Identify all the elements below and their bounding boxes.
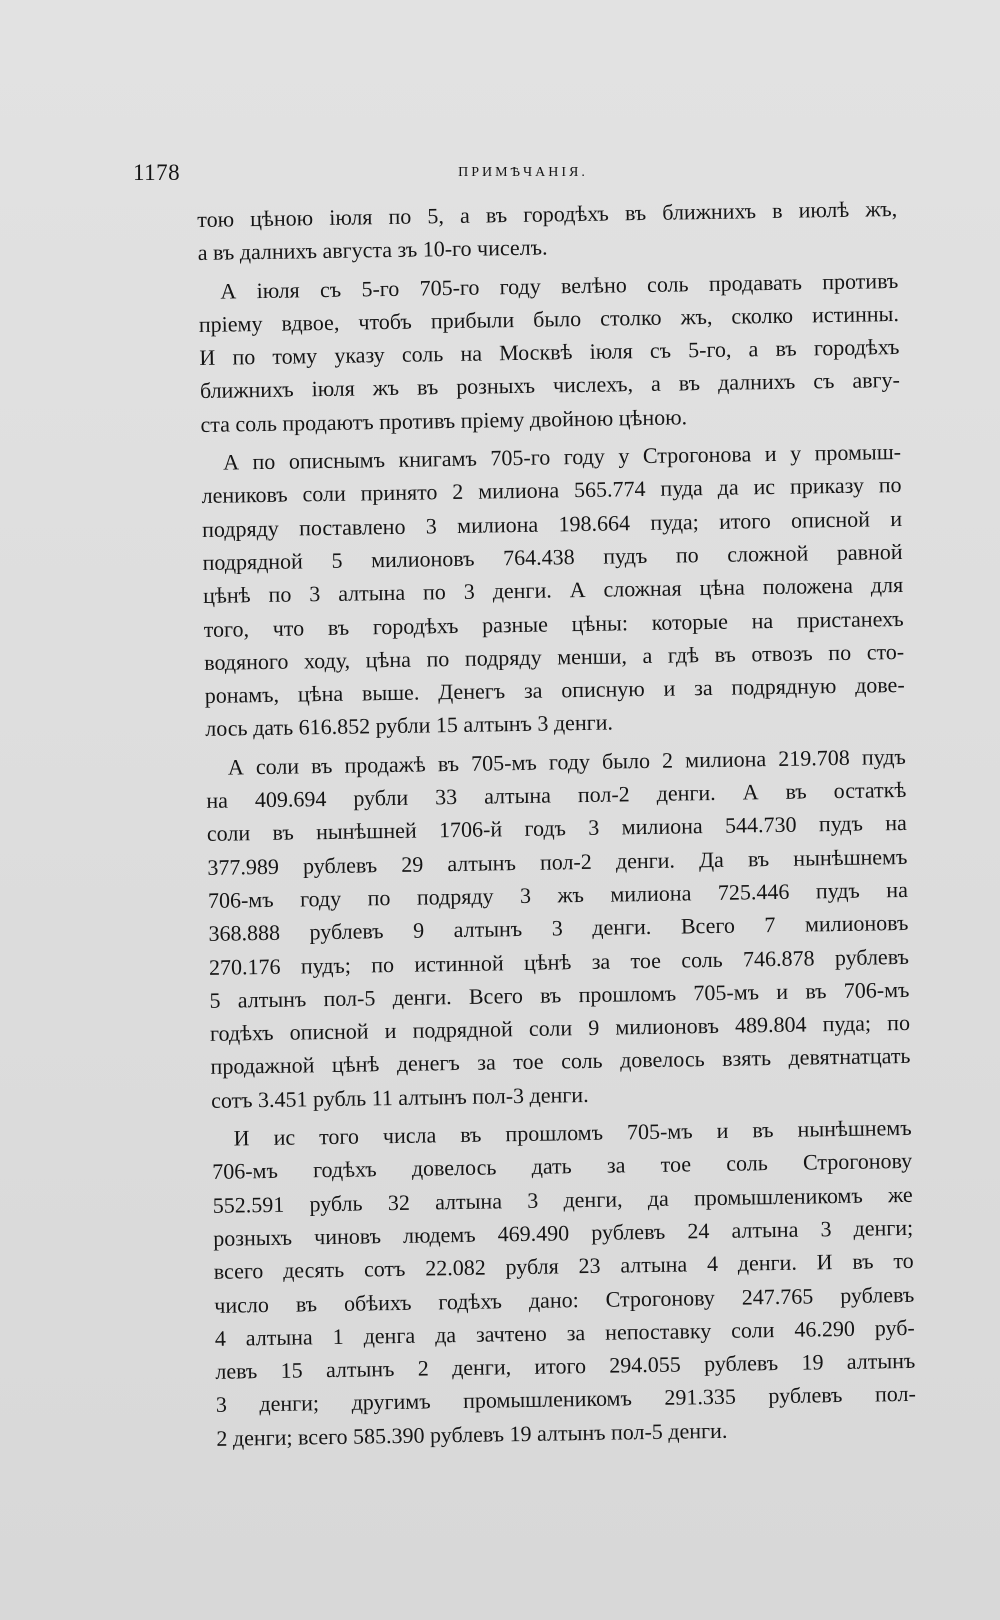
text-line: А соли въ продажѣ въ 705-мъ году было 2 милиона 219.708 пудъ — [227, 743, 906, 780]
text-line: того, что въ городѣхъ разные цѣны: которые на пристанехъ — [203, 605, 904, 642]
text-line: лось дать 616.852 рубли 15 алтынъ 3 денги. — [205, 709, 614, 742]
text-line: пріему вдвое, чтобъ прибыли было столко жъ, сколко истинны. — [198, 300, 900, 337]
text-line: сотъ 3.451 рубль 11 алтынъ пол-3 денги. — [210, 1081, 589, 1113]
text-line: тою цѣною іюля по 5, а въ городѣхъ въ ближнихъ в июлѣ жъ, — [197, 196, 898, 232]
text-line: И ис того числа въ прошломъ 705-мъ и въ нынѣшнемъ — [233, 1114, 912, 1151]
text-line: 4 алтына 1 денга да зачтено за непоставку соли 46.290 руб- — [214, 1314, 915, 1351]
text-line: а въ далнихъ августа зъ 10-го чиселъ. — [197, 234, 548, 266]
text-line: соли въ нынѣшней 1706-й годъ 3 милиона 544.730 пудъ на — [206, 810, 908, 847]
paragraph-2 — [198, 264, 901, 441]
text-line: лениковъ соли принято 2 милиона 565.774 пуда да ис приказу по — [201, 472, 902, 509]
text-line: 3 денги; другимъ промышленикомъ 291.335 рублевъ пол- — [215, 1381, 916, 1418]
paragraph-5 — [211, 1111, 916, 1455]
text-line: ронамъ, цѣна выше. Денегъ за описную и за подрядную дове- — [204, 672, 905, 709]
paragraph-1 — [197, 192, 898, 270]
paragraph-3 — [201, 435, 906, 746]
text-line: А по описнымъ книгамъ 705-го году у Строгонова и у промыш- — [222, 439, 902, 475]
page-number: 1178 — [133, 160, 181, 185]
text-line: А іюля съ 5-го 705-го году велѣно соль продавать противъ — [220, 267, 899, 304]
text-line: водяного ходу, цѣна по подряду менши, а гдѣ въ отвозъ по сто- — [204, 638, 905, 675]
paragraph-4 — [206, 740, 912, 1117]
text-line: продажной цѣнѣ денегъ за тое соль довелось взять девятнатцать — [210, 1043, 911, 1080]
text-line: 552.591 рубль 32 алтына 3 денги, да промышленикомъ же — [212, 1181, 913, 1218]
text-line: И по тому указу соль на Москвѣ іюля съ 5-го, а въ городѣхъ — [199, 334, 900, 371]
text-line: на 409.694 рубли 33 алтына пол-2 денги. А въ остаткѣ — [206, 776, 907, 813]
text-line: левъ 15 алтынъ 2 денги, итого 294.055 рублевъ 19 алтынъ — [215, 1347, 916, 1384]
text-line: число въ обѣихъ годѣхъ дано: Строгонову 247.765 рублевъ — [214, 1281, 915, 1318]
text-line: годѣхъ описной и подрядной соли 9 милионовъ 489.804 пуда; по — [209, 1010, 911, 1047]
text-line: 706-мъ годѣхъ довелось дать за тое соль Строгонову — [212, 1148, 913, 1185]
text-line: розныхъ чиновъ людемъ 469.490 рублевъ 24 алтына 3 денги; — [213, 1214, 914, 1251]
page-header — [133, 160, 913, 192]
running-head: ПРИМѢЧАНІЯ. — [458, 165, 588, 180]
text-line: 270.176 пудъ; по истинной цѣнѣ за тое соль 746.878 рублевъ — [208, 943, 910, 980]
text-line: цѣнѣ по 3 алтына по 3 денги. А сложная цѣна положена для — [202, 572, 904, 609]
body-text — [197, 192, 917, 1455]
text-line: 5 алтынъ пол-5 денги. Всего въ прошломъ 705-мъ и въ 706-мъ — [209, 976, 910, 1013]
text-line: подряду поставлено 3 милиона 198.664 пуда; итого описной и — [201, 505, 903, 542]
text-line: всего десять сотъ 22.082 рубля 23 алтына 4 денги. И въ то — [213, 1248, 914, 1285]
text-line: 368.888 рублевъ 9 алтынъ 3 денги. Всего 7 милионовъ — [208, 910, 909, 947]
text-line: 377.989 рублевъ 29 алтынъ пол-2 денги. Да въ нынѣшнемъ — [207, 843, 908, 880]
text-line: подрядной 5 милионовъ 764.438 пудъ по сложной равной — [202, 538, 903, 575]
text-line: 2 денги; всего 585.390 рублевъ 19 алтынъ пол-5 денги. — [216, 1417, 728, 1451]
text-line: ста соль продаютъ противъ пріему двойною цѣною. — [200, 404, 688, 437]
text-line: 706-мъ году по подряду 3 жъ милиона 725.446 пудъ на — [207, 876, 909, 913]
text-line: ближнихъ іюля жъ въ розныхъ числехъ, а въ далнихъ съ авгу- — [199, 367, 901, 404]
